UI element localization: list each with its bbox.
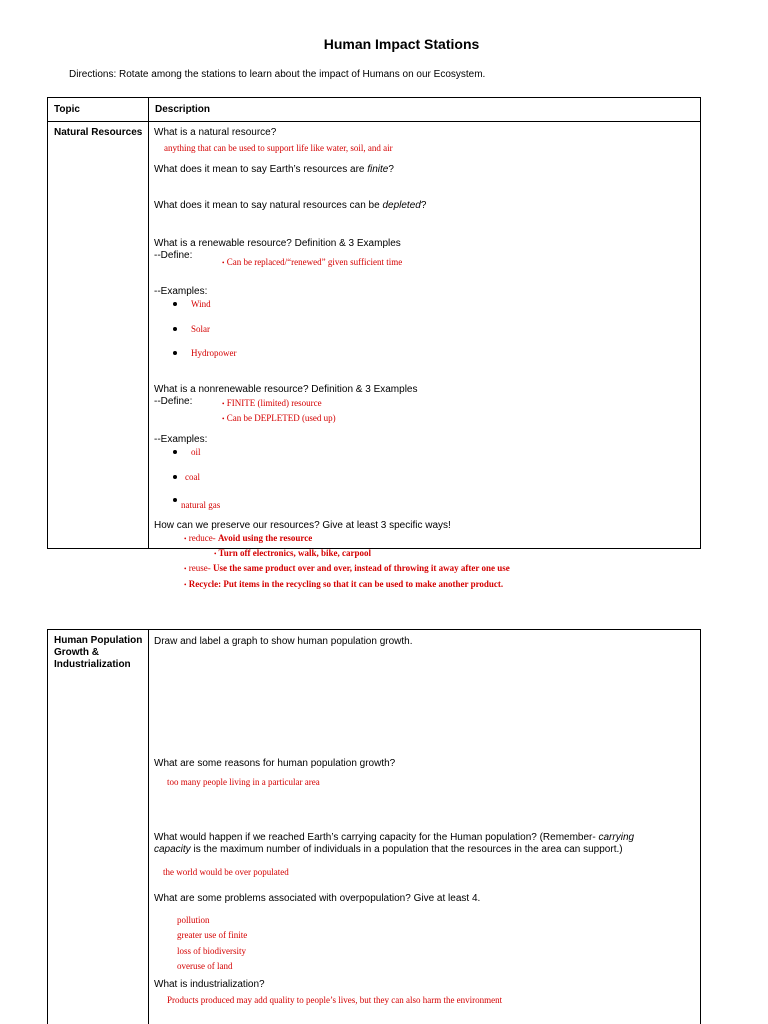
question-population-reasons: What are some reasons for human population growth?: [154, 758, 396, 769]
bullet-icon: [173, 302, 177, 306]
column-header-description: Description: [155, 104, 211, 115]
answer-problem: overuse of land: [177, 961, 233, 971]
question-carrying-capacity: What would happen if we reached Earth’s carrying capacity for the Human population? (Remember- carrying: [154, 832, 635, 843]
answer-problem: loss of biodiversity: [177, 946, 246, 956]
question-depleted: What does it mean to say natural resources can be depleted?: [154, 200, 427, 211]
column-header-topic: Topic: [54, 104, 80, 115]
question-industrialization: What is industrialization?: [154, 979, 265, 990]
answer-nonrenewable-define: • FINITE (limited) resource: [222, 398, 322, 408]
question-finite: What does it mean to say Earth’s resources are finite?: [154, 164, 394, 175]
answer-nonrenewable-example: natural gas: [181, 500, 221, 510]
bullet-icon: [173, 327, 177, 331]
bullet-icon: [173, 498, 177, 502]
answer-renewable-example: Hydropower: [191, 348, 237, 358]
examples-label: --Examples:: [154, 286, 208, 297]
answer-reduce: • reduce- Avoid using the resource: [184, 533, 313, 543]
question-nonrenewable: What is a nonrenewable resource? Definition & 3 Examples: [154, 384, 418, 395]
answer-problem: greater use of finite: [177, 930, 248, 940]
directions-text: Directions: Rotate among the stations to learn about the impact of Humans on our Ecosystem.: [69, 69, 486, 80]
question-natural-resource: What is a natural resource?: [154, 127, 277, 138]
answer-nonrenewable-define: • Can be DEPLETED (used up): [222, 413, 336, 423]
answer-nonrenewable-example: oil: [191, 447, 201, 457]
question-carrying-capacity-cont: capacity is the maximum number of individuals in a population that the resources in the area can support.): [154, 844, 623, 855]
question-renewable: What is a renewable resource? Definition & 3 Examples: [154, 238, 401, 249]
question-population-graph: Draw and label a graph to show human population growth.: [154, 636, 413, 647]
answer-nonrenewable-example: coal: [185, 472, 200, 482]
topic-natural-resources: Natural Resources: [54, 127, 143, 138]
answer-population-reasons: too many people living in a particular area: [167, 777, 320, 787]
bullet-icon: [173, 351, 177, 355]
answer-industrialization: Products produced may add quality to people’s lives, but they can also harm the environment: [167, 995, 503, 1005]
page-title: Human Impact Stations: [323, 36, 480, 52]
answer-renewable-example: Solar: [191, 324, 210, 334]
bullet-icon: [173, 475, 177, 479]
examples-label: --Examples:: [154, 434, 208, 445]
question-preserve: How can we preserve our resources? Give at least 3 specific ways!: [154, 520, 451, 531]
answer-natural-resource: anything that can be used to support life like water, soil, and air: [164, 143, 393, 153]
answer-problem: pollution: [177, 915, 210, 925]
answer-carrying-capacity: the world would be over populated: [163, 867, 289, 877]
answer-renewable-example: Wind: [191, 299, 211, 309]
bullet-icon: [173, 450, 177, 454]
answer-recycle: • Recycle: Put items in the recycling so that it can be used to make another product.: [184, 579, 504, 589]
answer-reduce-examples: • Turn off electronics, walk, bike, carpool: [214, 548, 372, 558]
answer-renewable-define: • Can be replaced/“renewed” given sufficient time: [222, 257, 403, 267]
define-label: --Define:: [154, 250, 193, 261]
question-overpopulation-problems: What are some problems associated with overpopulation? Give at least 4.: [154, 893, 481, 904]
topic-population-growth: Human Population Growth & Industrialization: [54, 635, 143, 670]
answer-reuse: • reuse- Use the same product over and over, instead of throwing it away after one use: [184, 563, 510, 573]
define-label: --Define:: [154, 396, 193, 407]
